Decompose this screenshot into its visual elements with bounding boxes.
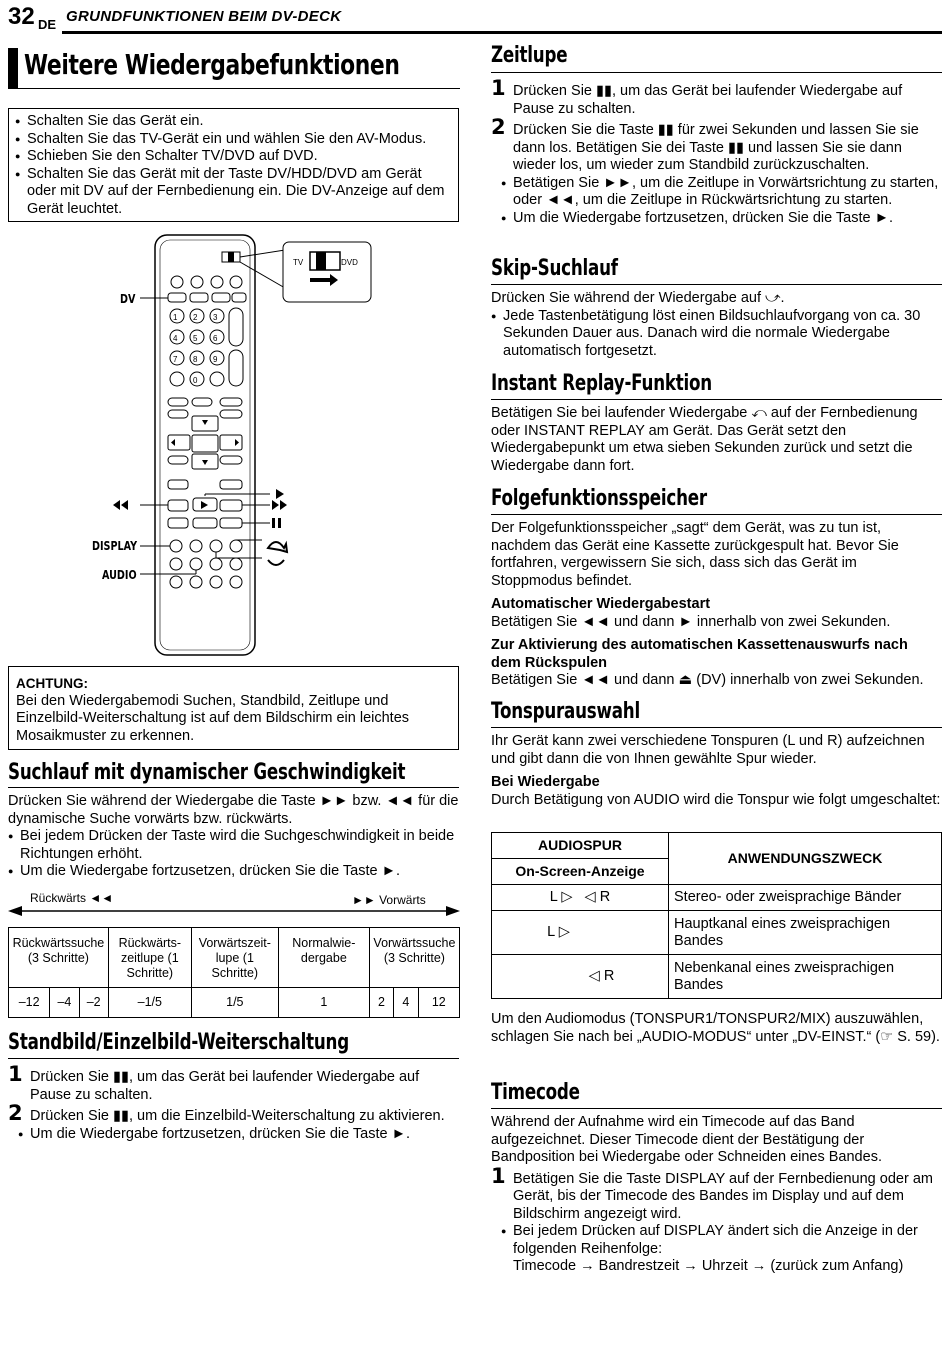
standbild-step: 1 Drücken Sie ▮▮, um das Gerät bei laufender Wiedergabe auf Pause zu schalten. [8, 1062, 420, 1103]
section-rule [491, 284, 942, 285]
tonspur-footer: Um den Audiomodus (TONSPUR1/TONSPUR2/MIX) auszuwählen, schlagen Sie nach bei „AUDIO-MODUS“ unter „DV-EINST.“ (☞ S. 59). [491, 1011, 940, 1045]
prep-item: ● Schalten Sie das TV-Gerät ein und wählen Sie den AV-Modus. [15, 131, 452, 149]
section-rule [491, 72, 942, 73]
zeitlupe-bullet: ● Um die Wiedergabe fortzusetzen, drücken Sie die Taste ►. [501, 210, 941, 228]
zweck-cell: Hauptkanal eines zweisprachigen Bandes [669, 911, 942, 955]
speed-value: –4 [50, 988, 79, 1018]
key-9: 9 [213, 355, 218, 364]
direction-arrow [8, 903, 460, 919]
title-bar [8, 48, 18, 88]
folge-sub2-title: Zur Aktivierung des automatischen Kassettenauswurfs nach dem Rückspulen [491, 637, 908, 671]
page-header-title: GRUNDFUNKTIONEN BEIM DV-DECK [66, 8, 342, 25]
instant-text: Betätigen Sie bei laufender Wiedergabe ⤺ auf der Fernbedienung oder INSTANT REPLAY am Gerät. Das Gerät setzt den Wiedergabepunkt um etwa sieben Sekunden zurück und setzt die Wiedergabe dann fort. [491, 405, 918, 474]
key-0: 0 [193, 376, 198, 385]
speed-value: 12 [418, 988, 459, 1018]
speed-header: Vorwärtssuche (3 Schritte) [369, 928, 459, 988]
key-1: 1 [173, 313, 178, 322]
zweck-cell: Stereo- oder zweisprachige Bänder [669, 885, 942, 911]
section-rule [8, 787, 459, 788]
suchlauf-bullet: ● Um die Wiedergabe fortzusetzen, drücken Sie die Taste ►. [8, 863, 460, 881]
folge-body [491, 520, 941, 690]
section-title-tonspur: Tonspurauswahl [491, 699, 640, 724]
osd-cell: L ▷ [492, 911, 669, 955]
arrow-label-rueckwaerts: Rückwärts ◄◄ [30, 891, 114, 905]
section-title-suchlauf: Suchlauf mit dynamischer Geschwindigkeit [8, 760, 406, 785]
section-title-zeitlupe: Zeitlupe [491, 43, 568, 68]
speed-value: 4 [394, 988, 418, 1018]
speed-header: Vorwärtszeit-lupe (1 Schritte) [191, 928, 278, 988]
speed-value: –2 [79, 988, 108, 1018]
speed-header: Rückwärtssuche (3 Schritte) [9, 928, 109, 988]
th-anwendungszweck: ANWENDUNGSZWECK [669, 833, 942, 885]
tonspur-sub-title: Bei Wiedergabe [491, 774, 600, 790]
folge-sub1-text: Betätigen Sie ◄◄ und dann ► innerhalb von zwei Sekunden. [491, 613, 891, 630]
section-title-instant-replay: Instant Replay-Funktion [491, 371, 712, 396]
zeitlupe-step: 1 Drücken Sie ▮▮, um das Gerät bei laufender Wiedergabe auf Pause zu schalten. [491, 76, 903, 117]
speed-value: 1/5 [191, 988, 278, 1018]
tonspur-sub-text: Durch Betätigung von AUDIO wird die Tonspur wie folgt umgeschaltet: [491, 791, 941, 808]
section-title-timecode: Timecode [491, 1080, 580, 1105]
suchlauf-bullet: ● Bei jedem Drücken der Taste wird die Suchgeschwindigkeit in beide Richtungen erhöht. [8, 828, 460, 863]
key-6: 6 [213, 334, 218, 343]
standbild-bullet: ● Um die Wiedergabe fortzusetzen, drücken Sie die Taste ►. [18, 1126, 453, 1144]
audio-table [491, 832, 942, 999]
label-dv: DV [120, 292, 136, 306]
key-7: 7 [173, 355, 178, 364]
title-rule [8, 88, 460, 89]
folge-sub2-text: Betätigen Sie ◄◄ und dann ⏏ (DV) innerhalb von zwei Sekunden. [491, 672, 924, 688]
section-rule [8, 1058, 459, 1059]
folge-sub1-title: Automatischer Wiedergabestart [491, 596, 711, 612]
speed-table [8, 927, 460, 1018]
label-audio: AUDIO [102, 568, 137, 582]
section-rule [491, 514, 942, 515]
timecode-bullet: ● Bei jedem Drücken auf DISPLAY ändert sich die Anzeige in der folgenden Reihenfolge: Timecode → Bandrestzeit → Uhrzeit → (zurück zum Anfang) [501, 1223, 943, 1276]
remote-illustration [0, 230, 460, 660]
timecode-body [491, 1114, 943, 1276]
standbild-step: 2 Drücken Sie ▮▮, um die Einzelbild-Weiterschaltung zu aktivieren. [8, 1101, 445, 1125]
section-rule [491, 1108, 942, 1109]
timecode-sequence: Timecode → Bandrestzeit → Uhrzeit → (zurück zum Anfang) [513, 1258, 904, 1274]
speed-value: 2 [369, 988, 393, 1018]
caution-title: ACHTUNG: [16, 676, 88, 691]
skip-body [491, 290, 941, 360]
key-4: 4 [173, 334, 178, 343]
th-audiospur: AUDIOSPUR [492, 833, 669, 859]
section-rule [491, 399, 942, 400]
speed-header: Normalwie-dergabe [278, 928, 369, 988]
timecode-step: 1 Betätigen Sie die Taste DISPLAY auf der Fernbedienung oder am Gerät, bis der Timecode des Bandes im Display und auf dem Bildschirm angezeigt wird. [491, 1163, 933, 1222]
speed-value: –1/5 [108, 988, 191, 1018]
main-title: Weitere Wiedergabefunktionen [24, 48, 400, 81]
osd-cell: L ▷ ◁ R [492, 885, 669, 911]
switch-label-dvd: DVD [341, 258, 358, 267]
speed-header: Rückwärts-zeitlupe (1 Schritte) [108, 928, 191, 988]
key-2: 2 [193, 313, 198, 322]
prep-item: ● Schieben Sie den Schalter TV/DVD auf DVD. [15, 148, 452, 166]
zeitlupe-body [491, 76, 941, 227]
caution-text: Bei den Wiedergabemodi Suchen, Standbild, Zeitlupe und Einzelbild-Weiterschaltung ist auf dem Bildschirm ein leichtes Mosaikmuster zu erkennen. [16, 692, 410, 744]
zweck-cell: Nebenkanal eines zweisprachigen Bandes [669, 955, 942, 999]
skip-intro: Drücken Sie während der Wiedergabe auf ⤻. [491, 290, 785, 306]
suchlauf-intro: Drücken Sie während der Wiedergabe die Taste ►► bzw. ◄◄ für die dynamische Suche vorwärts bzw. rückwärts. [8, 793, 459, 827]
key-3: 3 [213, 313, 218, 322]
section-title-skip: Skip-Suchlauf [491, 256, 618, 281]
section-title-standbild: Standbild/Einzelbild-Weiterschaltung [8, 1030, 349, 1055]
timecode-text: Während der Aufnahme wird ein Timecode auf das Band aufgezeichnet. Dieser Timecode dient der Bestätigung der Bandposition bei Wiedergabe oder Schneiden eines Bandes. [491, 1114, 882, 1165]
speed-value: –12 [9, 988, 50, 1018]
key-8: 8 [193, 355, 198, 364]
preparation-box [8, 108, 459, 222]
th-osd: On-Screen-Anzeige [492, 859, 669, 885]
skip-bullet: ● Jede Tastenbetätigung löst einen Bildsuchlaufvorgang von ca. 30 Sekunden Dauer aus. Danach wird die normale Wiedergabe automatisch fortgesetzt. [491, 308, 941, 361]
language-code: DE [38, 17, 57, 32]
remote-control-drawing [0, 230, 460, 660]
prep-item: ● Schalten Sie das Gerät ein. [15, 113, 452, 131]
prep-item: ● Schalten Sie das Gerät mit der Taste DV/HDD/DVD am Gerät oder mit DV auf der Fernbedienung ein. Die DV-Anzeige auf dem Gerät leuchtet. [15, 166, 452, 219]
section-rule [491, 727, 942, 728]
section-title-folgefunktion: Folgefunktionsspeicher [491, 486, 707, 511]
caution-box [8, 666, 459, 750]
zeitlupe-bullet: ● Betätigen Sie ►►, um die Zeitlupe in Vorwärtsrichtung zu starten, oder ◄◄, um die Zeitlupe in Rückwärtsrichtung zu starten. [501, 175, 941, 210]
label-display: DISPLAY [92, 539, 138, 553]
arrow-label-vorwaerts: ►► Vorwärts [352, 893, 426, 907]
header-rule [62, 31, 942, 34]
tonspur-text: Ihr Gerät kann zwei verschiedene Tonspuren (L und R) aufzeichnen und gibt dann die von Ihnen gewählte Spur wieder. [491, 733, 925, 767]
folge-text: Der Folgefunktionsspeicher „sagt“ dem Gerät, was zu tun ist, nachdem das Gerät eine Kassette zurückgespult hat. Bevor Sie fortfahren, vergewissern Sie sich, dass sich das Gerät im Stoppmodus befindet. [491, 520, 899, 589]
switch-label-tv: TV [293, 258, 304, 267]
zeitlupe-step: 2 Drücken Sie die Taste ▮▮ für zwei Sekunden und lassen Sie sie dann los. Betätigen Sie dei Taste ▮▮ und lassen Sie sie dann wieder los, um wieder zum Standbild zurückzuschalten. [491, 115, 919, 173]
suchlauf-body [8, 793, 460, 881]
tonspur-body [491, 733, 941, 809]
page-number: 32 [8, 3, 35, 30]
key-5: 5 [193, 334, 198, 343]
osd-cell: ◁ R [492, 955, 669, 999]
standbild-body [8, 1062, 453, 1143]
speed-value: 1 [278, 988, 369, 1018]
